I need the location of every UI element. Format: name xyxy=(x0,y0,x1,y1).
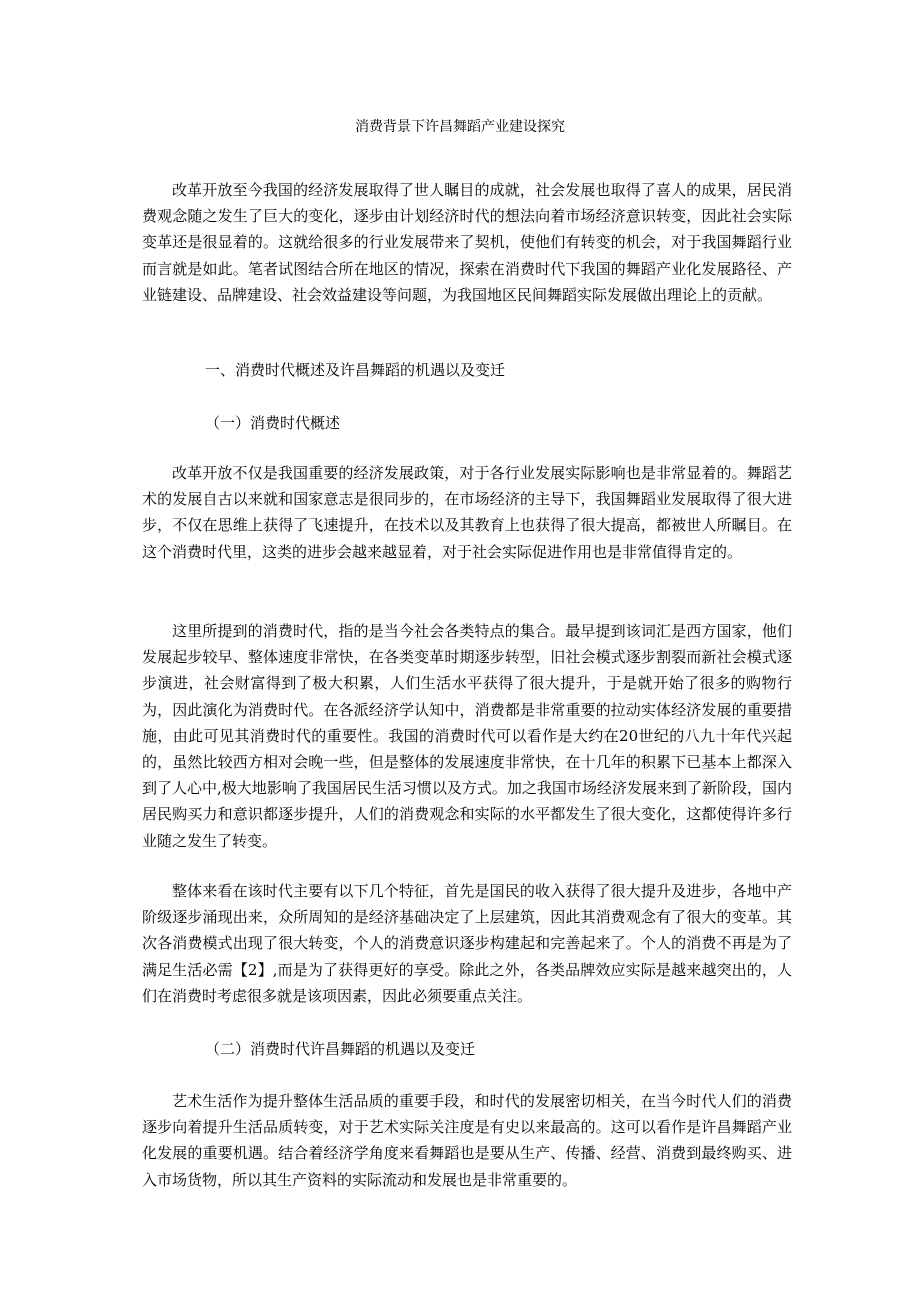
subsection-1-heading: （一）消费时代概述 xyxy=(205,414,341,432)
document-title: 消费背景下许昌舞蹈产业建设探究 xyxy=(355,119,565,135)
body-paragraph-4: 艺术生活作为提升整体生活品质的重要手段，和时代的发展密切相关，在当今时代人们的消费逐步向着提升生活品质转变，对于艺术实际关注度是有史以来最高的。这可以看作是许昌舞蹈产业化发展的重要机遇。结合着经济学角度来看舞蹈也是要从生产、传播、经营、消费到最终购买、进入市场货物，所以其生产资料的实际流动和发展也是非常重要的。 xyxy=(142,1092,792,1189)
subsection-2-heading: （二）消费时代许昌舞蹈的机遇以及变迁 xyxy=(205,1040,476,1058)
section-1-heading: 一、消费时代概述及许昌舞蹈的机遇以及变迁 xyxy=(205,361,506,379)
body-paragraph-1: 改革开放不仅是我国重要的经济发展政策，对于各行业发展实际影响也是非常显着的。舞蹈艺术的发展自古以来就和国家意志是很同步的，在市场经济的主导下，我国舞蹈业发展取得了很大进步，不仅在思维上获得了飞速提升，在技术以及其教育上也获得了很大提高，都被世人所瞩目。在这个消费时代里，这类的进步会越来越显着，对于社会实际促进作用也是非常值得肯定的。 xyxy=(142,464,792,561)
body-paragraph-2: 这里所提到的消费时代，指的是当今社会各类特点的集合。最早提到该词汇是西方国家，他们发展起步较早、整体速度非常快，在各类变革时期逐步转型，旧社会模式逐步割裂而新社会模式逐步演进，社会财富得到了极大积累，人们生活水平获得了很大提升，于是就开始了很多的购物行为，因此演化为消费时代。在各派经济学认知中，消费都是非常重要的拉动实体经济发展的重要措施，由此可见其消费时代的重要性。我国的消费时代可以看作是大约在20世纪的八九十年代兴起的，虽然比较西方相对会晚一些，但是整体的发展速度非常快，在十几年的积累下已基本上都深入到了人心中,极大地影响了我国居民生活习惯以及方式。加之我国市场经济发展来到了新阶段，国内居民购买力和意识都逐步提升，人们的消费观念和实际的水平都发生了很大变化，这都使得许多行业随之发生了转变。 xyxy=(142,622,792,850)
body-paragraph-3: 整体来看在该时代主要有以下几个特征，首先是国民的收入获得了很大提升及进步，各地中产阶级逐步涌现出来，众所周知的是经济基础决定了上层建筑，因此其消费观念有了很大的变革。其次各消费模式出现了很大转变，个人的消费意识逐步构建起和完善起来了。个人的消费不再是为了满足生活必需【2】,而是为了获得更好的享受。除此之外，各类品牌效应实际是越来越突出的，人们在消费时考虑很多就是该项因素，因此必须要重点关注。 xyxy=(142,882,792,1005)
intro-paragraph: 改革开放至今我国的经济发展取得了世人瞩目的成就，社会发展也取得了喜人的成果，居民消费观念随之发生了巨大的变化，逐步由计划经济时代的想法向着市场经济意识转变，因此社会实际变革还是很显着的。这就给很多的行业发展带来了契机，使他们有转变的机会，对于我国舞蹈行业而言就是如此。笔者试图结合所在地区的情况，探索在消费时代下我国的舞蹈产业化发展路径、产业链建设、品牌建设、社会效益建设等问题，为我国地区民间舞蹈实际发展做出理论上的贡献。 xyxy=(142,181,792,304)
